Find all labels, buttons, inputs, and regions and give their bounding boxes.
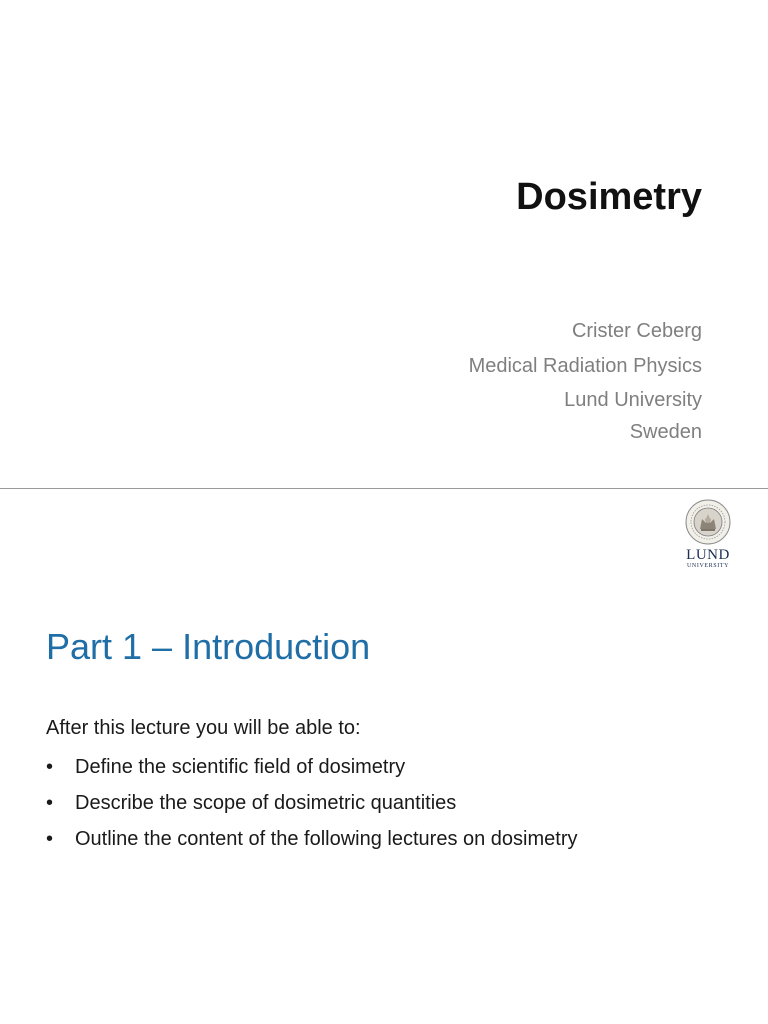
- slide-title: Dosimetry: [516, 176, 702, 218]
- list-item-text: Define the scientific field of dosimetry: [75, 756, 406, 778]
- bullet-icon: •: [46, 828, 54, 850]
- department-name: Medical Radiation Physics: [468, 355, 702, 377]
- list-item: [46, 789, 578, 825]
- title-slide: [0, 0, 768, 488]
- lund-university-seal-icon: [685, 499, 731, 545]
- list-item: [46, 825, 578, 861]
- list-item: [46, 753, 578, 789]
- author-name: Crister Ceberg: [571, 320, 702, 342]
- logo-wordmark: [678, 548, 738, 562]
- bullet-icon: •: [46, 756, 54, 778]
- country-name: Sweden: [629, 421, 702, 443]
- logo-word: LUND: [686, 547, 730, 563]
- logo-subtext: UNIVERSITY: [687, 563, 729, 569]
- university-name: Lund University: [564, 389, 702, 411]
- bullet-icon: •: [46, 792, 54, 814]
- lund-university-logo: [678, 499, 738, 571]
- intro-slide: [0, 489, 768, 1024]
- list-item-text: Outline the content of the following lectures on dosimetry: [75, 828, 578, 850]
- author-block: [469, 314, 702, 448]
- list-item-text: Describe the scope of dosimetric quantities: [75, 792, 457, 814]
- intro-text: After this lecture you will be able to:: [46, 717, 361, 739]
- section-title: Part 1 – Introduction: [46, 626, 371, 667]
- objectives-list: [46, 753, 578, 861]
